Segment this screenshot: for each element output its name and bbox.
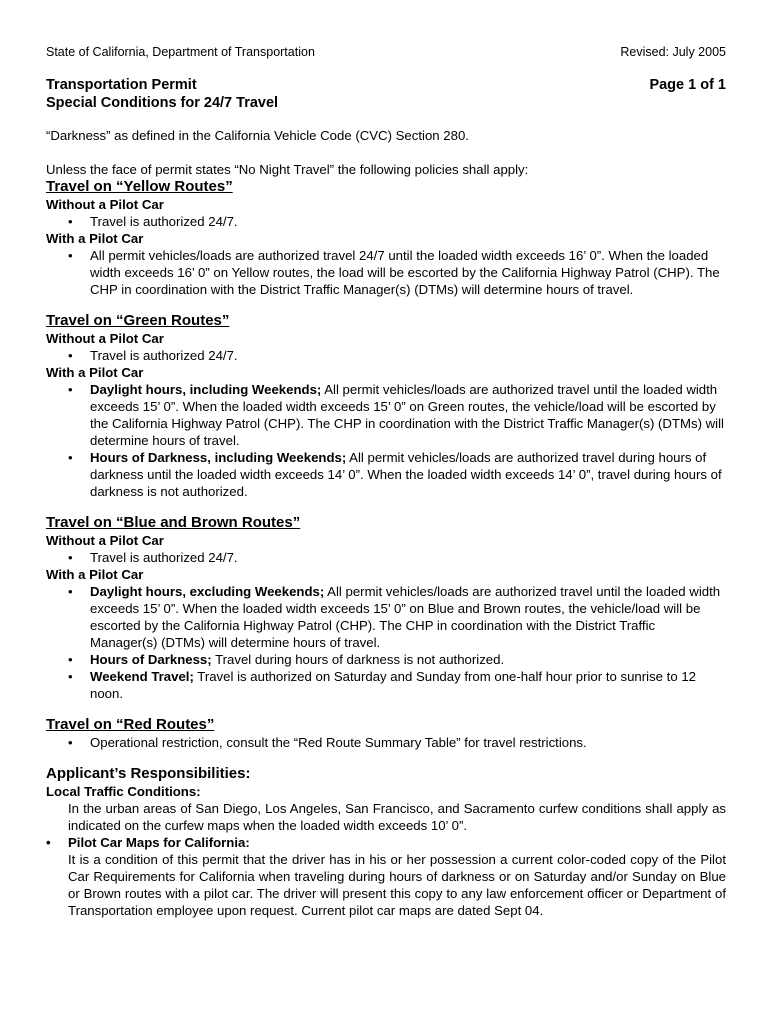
section-title: Applicant’s Responsibilities:	[46, 765, 251, 782]
bullet-list	[46, 549, 726, 566]
list-item	[46, 381, 726, 449]
bullet-icon: •	[46, 835, 51, 850]
list-item-text: All permit vehicles/loads are authorized travel until the loaded width exceeds 15’ 0”. When the loaded width exceeds 15’ 0” on Blue and Brown routes, the vehicle/load will be escorted by the California Highway Patrol (CHP). The CHP in coordination with the District Traffic Manager(s) (DTMs) will determine hours of travel.	[90, 584, 721, 650]
list-item	[46, 247, 726, 298]
section-blue-brown-routes	[46, 514, 726, 702]
list-item	[46, 347, 726, 364]
list-item	[46, 449, 726, 500]
document-header	[46, 44, 726, 60]
bullet-icon: •	[68, 652, 73, 667]
page-number: Page 1 of 1	[649, 77, 726, 93]
bullet-icon: •	[68, 348, 73, 363]
section-title: Travel on “Green Routes”	[46, 312, 230, 329]
list-item-text: Travel is authorized on Saturday and Sunday from one-half hour prior to sunrise to 12 noon.	[90, 669, 696, 701]
list-item-text: Travel is authorized 24/7.	[90, 214, 238, 229]
bullet-list	[46, 247, 726, 298]
with-pilot-label: With a Pilot Car	[46, 231, 144, 246]
list-item	[46, 668, 726, 702]
pilot-car-maps-label	[46, 834, 726, 851]
list-item-text: All permit vehicles/loads are authorized travel until the loaded width exceeds 15’ 0”. When the loaded width exceeds 15’ 0” on Green routes, the vehicle/load will be escorted by the California Highway Patrol (CHP). The CHP in coordination with the District Traffic Manager(s) (DTMs) will determine hours of travel.	[90, 382, 724, 448]
section-yellow-routes	[46, 178, 726, 298]
pilot-car-maps-text: It is a condition of this permit that the driver has in his or her possession a current color-coded copy of the Pilot Car Requirements for California when traveling during hours of darkness or on Saturday and/or Sunday on Blue or Brown routes with a pilot car. The driver will present this copy to any law enforcement officer or Department of Transportation employee upon request. Current pilot car maps are dated Sept 04.	[68, 852, 726, 918]
list-item	[46, 651, 726, 668]
document-title: Transportation Permit	[46, 77, 197, 93]
bullet-list	[46, 347, 726, 364]
title-row	[46, 76, 726, 94]
section-title: Travel on “Blue and Brown Routes”	[46, 514, 301, 531]
agency-name: State of California, Department of Transportation	[46, 45, 315, 59]
document-subtitle: Special Conditions for 24/7 Travel	[46, 95, 279, 111]
bullet-icon: •	[68, 382, 73, 397]
list-item	[46, 734, 726, 751]
section-title: Travel on “Yellow Routes”	[46, 178, 233, 195]
bullet-icon: •	[68, 735, 73, 750]
revision-date: Revised: July 2005	[620, 45, 726, 59]
list-item-text: Operational restriction, consult the “Red Route Summary Table” for travel restrictions.	[90, 735, 587, 750]
section-title: Travel on “Red Routes”	[46, 716, 215, 733]
bullet-list	[46, 213, 726, 230]
bullet-icon: •	[68, 550, 73, 565]
intro-statement: Unless the face of permit states “No Night Travel” the following policies shall apply:	[46, 162, 529, 177]
list-item-lead: Hours of Darkness, including Weekends;	[90, 450, 347, 465]
local-traffic-text: In the urban areas of San Diego, Los Angeles, San Francisco, and Sacramento curfew conditions shall apply as indicated on the curfew maps when the loaded width exceeds 10’ 0”.	[68, 801, 726, 833]
bullet-list	[46, 734, 726, 751]
bullet-icon: •	[68, 214, 73, 229]
list-item	[46, 583, 726, 651]
list-item-text: Travel is authorized 24/7.	[90, 348, 238, 363]
list-item-text: All permit vehicles/loads are authorized travel 24/7 until the loaded width exceeds 16’ 0”. When the loaded width exceeds 16’ 0” on Yellow routes, the load will be escorted by the California Highway Patrol (CHP). The CHP in coordination with the District Traffic Manager(s) (DTMs) will determine hours of travel.	[90, 248, 720, 297]
without-pilot-label: Without a Pilot Car	[46, 331, 164, 346]
list-item	[46, 549, 726, 566]
bullet-icon: •	[68, 669, 73, 684]
local-traffic-label: Local Traffic Conditions:	[46, 784, 201, 799]
darkness-definition: “Darkness” as defined in the California Vehicle Code (CVC) Section 280.	[46, 128, 469, 143]
list-item-lead: Daylight hours, excluding Weekends;	[90, 584, 325, 599]
bullet-icon: •	[68, 450, 73, 465]
list-item-text: Travel during hours of darkness is not authorized.	[211, 652, 505, 667]
section-applicant-responsibilities	[46, 765, 726, 919]
section-red-routes	[46, 716, 726, 751]
section-green-routes	[46, 312, 726, 500]
without-pilot-label: Without a Pilot Car	[46, 533, 164, 548]
list-item-lead: Hours of Darkness;	[90, 652, 212, 667]
bullet-icon: •	[68, 584, 73, 599]
bullet-list	[46, 583, 726, 702]
with-pilot-label: With a Pilot Car	[46, 365, 144, 380]
list-item-text: Travel is authorized 24/7.	[90, 550, 238, 565]
with-pilot-label: With a Pilot Car	[46, 567, 144, 582]
bullet-list	[46, 381, 726, 500]
document-page	[46, 44, 726, 919]
list-item-text: All permit vehicles/loads are authorized travel during hours of darkness until the loaded width exceeds 14’ 0”. When the loaded width exceeds 14’ 0”, travel during hours of darkness is not authorized.	[90, 450, 722, 499]
list-item-lead: Daylight hours, including Weekends;	[90, 382, 322, 397]
list-item-lead: Pilot Car Maps for California:	[68, 835, 250, 850]
without-pilot-label: Without a Pilot Car	[46, 197, 164, 212]
list-item	[46, 213, 726, 230]
bullet-icon: •	[68, 248, 73, 263]
list-item-lead: Weekend Travel;	[90, 669, 194, 684]
